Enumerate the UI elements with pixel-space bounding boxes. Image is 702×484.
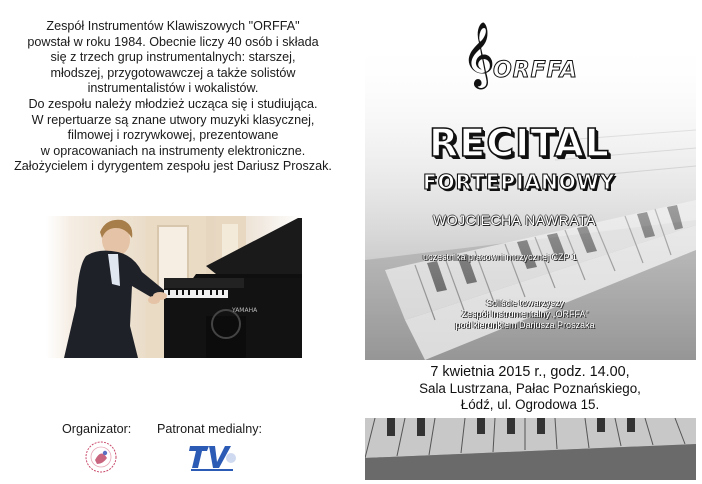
- description-line: instrumentalistów i wokalistów.: [87, 81, 259, 96]
- piano-keys-strip: [365, 418, 696, 480]
- piano-brand-label: YAMAHA: [232, 307, 258, 314]
- soloists-line: Soliście towarzyszy: [485, 298, 565, 308]
- event-date: 7 kwietnia 2015 r., godz. 14.00,: [430, 364, 630, 380]
- description-line: się z trzech grup instrumentalnych: starszej,: [50, 50, 296, 65]
- soloists-note: [405, 298, 645, 331]
- poster-title: RECITAL: [429, 121, 610, 165]
- soloists-line: Zespół Instrumentalny „ORFFA”: [461, 309, 589, 319]
- pianist-photo: [46, 216, 302, 358]
- description-line: Zespół Instrumentów Klawiszowych "ORFFA": [46, 19, 300, 33]
- piano-keys-strip-illustration: [365, 418, 696, 480]
- description-line: w opracowaniach na instrumenty elektroniczne.: [40, 143, 306, 158]
- tv-patron-logo: [187, 440, 237, 472]
- recital-poster: [365, 20, 696, 360]
- performer-description: uczestnika pracowni muzycznej CZP 1: [423, 252, 577, 262]
- description-line: Do zespołu należy młodzież ucząca się i studiująca.: [28, 96, 318, 111]
- organizer-logo: [83, 440, 119, 474]
- organizer-label: Organizator:: [62, 422, 132, 436]
- pianist-illustration: [46, 216, 302, 358]
- description-text: [8, 19, 338, 175]
- event-venue: Sala Lustrzana, Pałac Poznańskiego,: [419, 380, 641, 396]
- treble-clef-icon: 𝄞: [462, 22, 496, 87]
- performer-name: WOJCIECHA NAWRATA: [433, 212, 597, 228]
- description-line: W repertuarze są znane utwory muzyki klasycznej,: [31, 112, 315, 127]
- orffa-logo-text: ORFFA: [493, 58, 578, 83]
- description-line: Założycielem i dyrygentem zespołu jest Dariusz Proszak.: [14, 159, 332, 174]
- media-patron-label: Patronat medialny:: [157, 422, 263, 436]
- event-info: [395, 364, 665, 414]
- poster-subtitle: FORTEPIANOWY: [423, 170, 616, 194]
- description-line: powstał w roku 1984. Obecnie liczy 40 osób i składa: [27, 34, 319, 49]
- event-address: Łódź, ul. Ogrodowa 15.: [460, 397, 600, 412]
- soloists-line: pod kierunkiem Dariusza Proszaka: [455, 320, 595, 330]
- description-line: filmowej i rozrywkowej, prezentowane: [67, 128, 279, 143]
- description-line: młodszej, przygotowawczej a także solistów: [50, 65, 296, 80]
